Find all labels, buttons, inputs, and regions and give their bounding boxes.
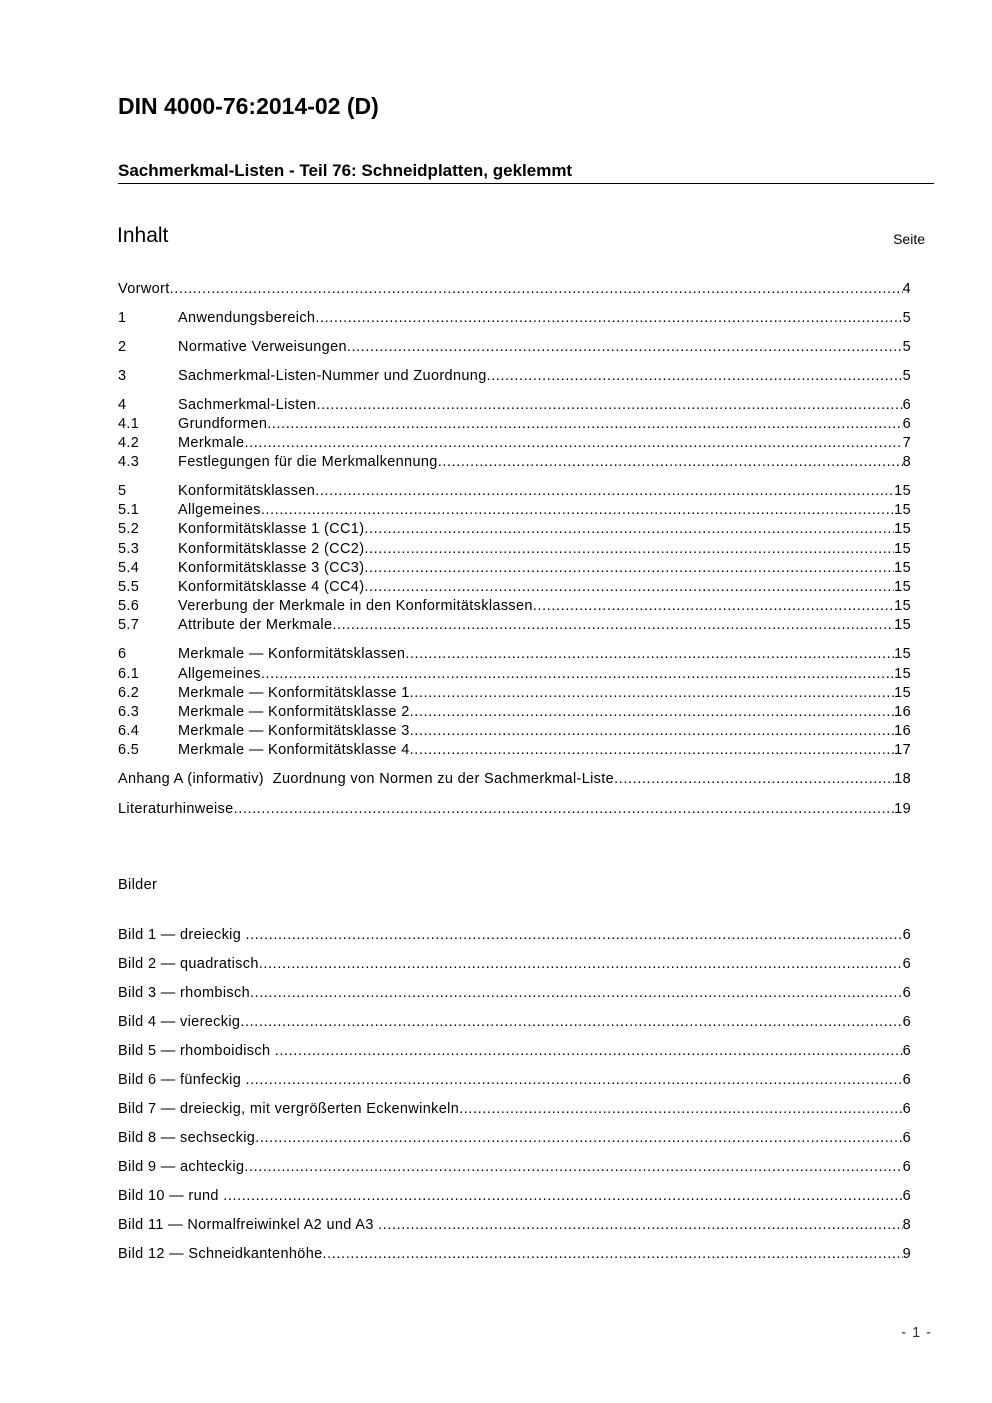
leader-dots — [405, 645, 894, 664]
toc-entry-page: 15 — [894, 579, 911, 595]
toc-entry-6[interactable] — [118, 645, 911, 664]
title-divider — [118, 183, 934, 184]
toc-entry-number: 6.4 — [118, 723, 140, 739]
leader-dots — [410, 684, 895, 703]
toc-entry-text: Merkmale — Konformitätsklassen — [178, 646, 406, 662]
toc-entry-text: Merkmale — Konformitätsklasse 4 — [178, 742, 410, 758]
leader-dots — [410, 722, 895, 741]
leader-dots — [378, 1216, 902, 1235]
toc-entry-number: 5.4 — [118, 560, 140, 576]
figure-entry-text: Bild 8 — sechseckig — [118, 1130, 256, 1146]
document-subtitle: Sachmerkmal-Listen - Teil 76: Schneidplatten, geklemmt — [118, 161, 573, 180]
figure-entry-text: Bild 7 — dreieckig, mit vergrößerten Eckenwinkeln — [118, 1101, 460, 1117]
leader-dots — [255, 1129, 902, 1148]
figure-entry-8[interactable] — [118, 1129, 911, 1148]
toc-entry-number: 4.2 — [118, 435, 140, 451]
toc-entry-5-2[interactable] — [118, 520, 911, 539]
toc-entry-text: Merkmale — Konformitätsklasse 2 — [178, 704, 410, 720]
toc-entry-page: 5 — [902, 310, 911, 326]
toc-entry-4-3[interactable] — [118, 453, 911, 472]
toc-entry-text: Sachmerkmal-Listen-Nummer und Zuordnung — [178, 368, 487, 384]
toc-entry-5-6[interactable] — [118, 597, 911, 616]
figure-entry-text: Bild 2 — quadratisch — [118, 956, 259, 972]
figure-entry-1[interactable] — [118, 926, 911, 945]
figure-entry-6[interactable] — [118, 1071, 911, 1090]
figure-entry-5[interactable] — [118, 1042, 911, 1061]
toc-entry-6-5[interactable] — [118, 741, 911, 760]
toc-entry-page: 15 — [894, 560, 911, 576]
toc-entry-3[interactable] — [118, 367, 911, 386]
leader-dots — [438, 453, 903, 472]
toc-entry-1[interactable] — [118, 309, 911, 328]
toc-entry-5-3[interactable] — [118, 540, 911, 559]
toc-entry-vorwort[interactable] — [118, 280, 911, 299]
toc-entry-text: Konformitätsklasse 4 (CC4) — [178, 579, 365, 595]
toc-entry-page: 8 — [902, 454, 911, 470]
figure-entry-text: Bild 10 — rund — [118, 1188, 224, 1204]
leader-dots — [261, 501, 894, 520]
toc-entry-page: 15 — [894, 646, 911, 662]
toc-entry-page: 15 — [894, 483, 911, 499]
toc-entry-4-1[interactable] — [118, 415, 911, 434]
toc-entry-page: 7 — [902, 435, 911, 451]
toc-entry-page: 16 — [894, 704, 911, 720]
toc-entry-6-3[interactable] — [118, 703, 911, 722]
toc-entry-text: Normative Verweisungen — [178, 339, 347, 355]
toc-entry-4[interactable] — [118, 396, 911, 415]
toc-entry-text: Sachmerkmal-Listen — [178, 397, 317, 413]
toc-entry-number: 3 — [118, 368, 127, 384]
toc-entry-text: Literaturhinweise — [118, 801, 234, 817]
toc-entry-5-4[interactable] — [118, 559, 911, 578]
toc-entry-text: Allgemeines — [178, 502, 261, 518]
toc-entry-page: 4 — [902, 281, 911, 297]
figure-entry-text: Bild 9 — achteckig — [118, 1159, 245, 1175]
leader-dots — [410, 703, 895, 722]
leader-dots — [240, 1013, 902, 1032]
leader-dots — [410, 741, 895, 760]
toc-entry-number: 6.1 — [118, 666, 140, 682]
toc-entry-page: 15 — [894, 521, 911, 537]
leader-dots — [347, 338, 903, 357]
leader-dots — [170, 280, 903, 299]
leader-dots — [246, 926, 903, 945]
leader-dots — [487, 367, 903, 386]
toc-entry-number: 6 — [118, 646, 127, 662]
toc-heading: Inhalt — [117, 224, 169, 247]
toc-entry-literaturhinweise[interactable] — [118, 800, 911, 819]
toc-entry-page: 18 — [894, 771, 911, 787]
figure-entry-page: 9 — [902, 1246, 911, 1262]
figure-entry-12[interactable] — [118, 1245, 911, 1264]
toc-entry-page: 15 — [894, 685, 911, 701]
figure-entry-10[interactable] — [118, 1187, 911, 1206]
figure-entry-page: 6 — [902, 1159, 911, 1175]
figure-entry-text: Bild 4 — viereckig — [118, 1014, 241, 1030]
toc-entry-number: 5 — [118, 483, 127, 499]
toc-entry-text: Konformitätsklasse 1 (CC1) — [178, 521, 365, 537]
toc-entry-text: Konformitätsklassen — [178, 483, 316, 499]
page-number: - 1 - — [901, 1325, 932, 1341]
figure-entry-4[interactable] — [118, 1013, 911, 1032]
leader-dots — [533, 597, 894, 616]
toc-entry-page: 19 — [894, 801, 911, 817]
figure-entry-page: 8 — [902, 1217, 911, 1233]
toc-entry-number: 6.2 — [118, 685, 140, 701]
leader-dots — [315, 482, 894, 501]
leader-dots — [234, 800, 895, 819]
toc-entry-page: 15 — [894, 598, 911, 614]
toc-entry-5-7[interactable] — [118, 616, 911, 635]
figure-entry-text: Bild 11 — Normalfreiwinkel A2 und A3 — [118, 1217, 379, 1233]
page-column-label: Seite — [893, 231, 925, 247]
toc-entry-page: 6 — [902, 416, 911, 432]
toc-entry-number: 4 — [118, 397, 127, 413]
figure-entry-2[interactable] — [118, 955, 911, 974]
figure-entry-page: 6 — [902, 1188, 911, 1204]
toc-entry-number: 6.5 — [118, 742, 140, 758]
toc-entry-page: 15 — [894, 617, 911, 633]
toc-entry-page: 6 — [902, 397, 911, 413]
figure-entry-text: Bild 6 — fünfeckig — [118, 1072, 246, 1088]
leader-dots — [315, 309, 902, 328]
leader-dots — [323, 1245, 903, 1264]
leader-dots — [244, 434, 902, 453]
leader-dots — [364, 520, 894, 539]
toc-entry-number: 5.2 — [118, 521, 140, 537]
toc-entry-number: 5.3 — [118, 541, 140, 557]
toc-entry-text: Merkmale — Konformitätsklasse 3 — [178, 723, 410, 739]
figure-entry-page: 6 — [902, 1101, 911, 1117]
toc-entry-text: Anhang A (informativ) Zuordnung von Normen zu der Sachmerkmal-Liste — [118, 771, 615, 787]
toc-entry-text: Attribute der Merkmale — [178, 617, 333, 633]
toc-entry-number: 5.6 — [118, 598, 140, 614]
toc-entry-page: 5 — [902, 339, 911, 355]
leader-dots — [261, 665, 894, 684]
figure-entry-3[interactable] — [118, 984, 911, 1003]
leader-dots — [223, 1187, 902, 1206]
toc-entry-number: 5.1 — [118, 502, 140, 518]
figure-entry-page: 6 — [902, 985, 911, 1001]
toc-entry-page: 15 — [894, 541, 911, 557]
figure-entry-text: Bild 3 — rhombisch — [118, 985, 251, 1001]
figures-heading: Bilder — [118, 877, 158, 893]
figure-entry-7[interactable] — [118, 1100, 911, 1119]
toc-entry-number: 5.5 — [118, 579, 140, 595]
figure-entry-page: 6 — [902, 1043, 911, 1059]
toc-entry-number: 5.7 — [118, 617, 140, 633]
toc-entry-anhang-a[interactable] — [118, 770, 911, 789]
toc-entry-number: 4.1 — [118, 416, 140, 432]
figure-entry-page: 6 — [902, 1130, 911, 1146]
leader-dots — [244, 1158, 902, 1177]
document-title: DIN 4000-76:2014-02 (D) — [118, 93, 379, 119]
figure-entry-text: Bild 12 — Schneidkantenhöhe — [118, 1246, 323, 1262]
toc-entry-number: 1 — [118, 310, 127, 326]
leader-dots — [267, 415, 902, 434]
toc-entry-text: Konformitätsklasse 3 (CC3) — [178, 560, 365, 576]
toc-entry-6-2[interactable] — [118, 684, 911, 703]
figure-entry-11[interactable] — [118, 1216, 911, 1235]
toc-entry-page: 15 — [894, 666, 911, 682]
toc-entry-6-1[interactable] — [118, 665, 911, 684]
figure-entry-page: 6 — [902, 1014, 911, 1030]
toc-entry-6-4[interactable] — [118, 722, 911, 741]
leader-dots — [332, 616, 894, 635]
toc-entry-text: Anwendungsbereich — [178, 310, 316, 326]
leader-dots — [364, 578, 894, 597]
toc-entry-text: Merkmale — [178, 435, 245, 451]
toc-entry-number: 6.3 — [118, 704, 140, 720]
leader-dots — [459, 1100, 902, 1119]
figure-entry-page: 6 — [902, 956, 911, 972]
leader-dots — [364, 540, 894, 559]
toc-entry-number: 4.3 — [118, 454, 140, 470]
toc-entry-5-1[interactable] — [118, 501, 911, 520]
toc-entry-text: Vererbung der Merkmale in den Konformitätsklassen — [178, 598, 533, 614]
figure-entry-page: 6 — [902, 927, 911, 943]
toc-entry-2[interactable] — [118, 338, 911, 357]
toc-entry-text: Grundformen — [178, 416, 268, 432]
toc-entry-text: Konformitätsklasse 2 (CC2) — [178, 541, 365, 557]
leader-dots — [250, 984, 903, 1003]
toc-entry-text: Allgemeines — [178, 666, 261, 682]
toc-entry-page: 15 — [894, 502, 911, 518]
toc-entry-page: 16 — [894, 723, 911, 739]
leader-dots — [316, 396, 902, 415]
toc-entry-number: 2 — [118, 339, 127, 355]
leader-dots — [246, 1071, 903, 1090]
toc-entry-5-5[interactable] — [118, 578, 911, 597]
toc-entry-page: 5 — [902, 368, 911, 384]
leader-dots — [614, 770, 894, 789]
figure-entry-page: 6 — [902, 1072, 911, 1088]
toc-entry-page: 17 — [894, 742, 911, 758]
toc-entry-text: Festlegungen für die Merkmalkennung — [178, 454, 438, 470]
leader-dots — [364, 559, 894, 578]
figure-entry-text: Bild 1 — dreieckig — [118, 927, 246, 943]
leader-dots — [259, 955, 903, 974]
figure-entry-text: Bild 5 — rhomboidisch — [118, 1043, 275, 1059]
toc-entry-text: Vorwort — [118, 281, 170, 297]
toc-entry-5[interactable] — [118, 482, 911, 501]
leader-dots — [275, 1042, 903, 1061]
toc-entry-4-2[interactable] — [118, 434, 911, 453]
figure-entry-9[interactable] — [118, 1158, 911, 1177]
toc-entry-text: Merkmale — Konformitätsklasse 1 — [178, 685, 410, 701]
